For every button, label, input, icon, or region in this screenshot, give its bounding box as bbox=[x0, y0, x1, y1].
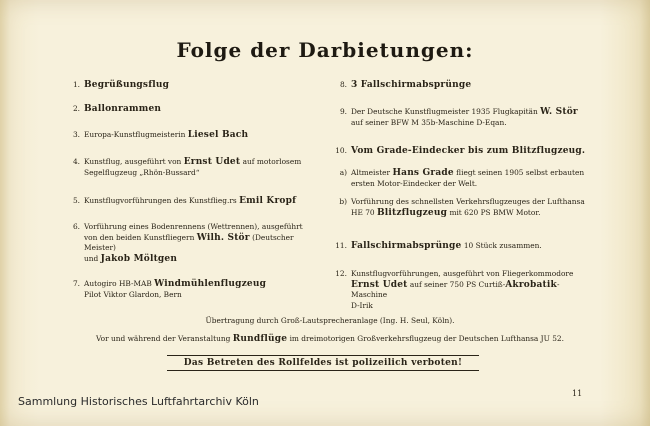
item-text: Pilot Viktor Glardon, Bern bbox=[84, 289, 182, 299]
item-number: 5. bbox=[72, 196, 80, 205]
item-text: fliegt seinen 1905 selbst erbauten bbox=[456, 168, 585, 177]
item-text: HE 70 bbox=[351, 207, 375, 217]
item-number: 1. bbox=[72, 80, 80, 89]
item-text: (Deutscher Meister) bbox=[84, 232, 294, 252]
item-number: 2. bbox=[72, 104, 80, 113]
item-number: 3. bbox=[72, 130, 80, 139]
performer-name: Wilh. Stör bbox=[196, 232, 250, 243]
performer-name: Liesel Bach bbox=[187, 130, 249, 140]
footer-roundflights-note bbox=[60, 334, 600, 344]
item-number: 11. bbox=[335, 241, 347, 250]
item-text: Segelflugzeug „Rhön-Bussard“ bbox=[84, 167, 200, 177]
performer-name: Ernst Udet bbox=[183, 157, 241, 167]
item-text: von den beiden Kunstfliegern bbox=[84, 232, 195, 242]
item-title: Windmühlenflugzeug bbox=[154, 279, 267, 289]
footer-text: im dreimotorigen Großverkehrsflugzeug der Deutschen Lufthansa JU 52. bbox=[289, 334, 564, 343]
item-text: Kunstflugvorführungen, ausgeführt von Fliegerkommodore bbox=[351, 269, 574, 278]
item-text: mit 620 PS BMW Motor. bbox=[449, 207, 541, 217]
item-title: Akrobatik bbox=[505, 279, 557, 290]
item-title: Blitzflugzeug bbox=[376, 207, 448, 218]
item-number: 10. bbox=[335, 146, 347, 155]
item-number: 6. bbox=[72, 222, 80, 231]
item-text: Kunstflug, ausgeführt von bbox=[84, 157, 182, 166]
item-text: -Maschine bbox=[351, 279, 560, 299]
performer-name: Hans Grade bbox=[392, 168, 454, 178]
item-title: Begrüßungsflug bbox=[84, 80, 170, 90]
warning-banner: Das Betreten des Rollfeldes ist polizeilich verboten! bbox=[167, 355, 479, 371]
item-text: 10 Stück zusammen. bbox=[463, 241, 542, 250]
item-text: D-Irik bbox=[351, 300, 373, 310]
performer-name: Ernst Udet bbox=[351, 279, 408, 290]
item-text: Vorführung des schnellsten Verkehrsflugzeuges der Lufthansa bbox=[351, 197, 585, 206]
item-text: Kunstflugvorführungen des Kunstflieg.rs bbox=[84, 196, 237, 205]
archive-watermark: Sammlung Historisches Luftfahrtarchiv Köln bbox=[18, 395, 259, 408]
item-title: Ballonrammen bbox=[84, 104, 162, 114]
page-number: 11 bbox=[572, 389, 583, 398]
item-title: Fallschirmabsprünge bbox=[351, 241, 462, 251]
item-number: 9. bbox=[339, 107, 347, 116]
item-text: Autogiro HB-MAB bbox=[84, 279, 152, 288]
item-title: 3 Fallschirmabsprünge bbox=[351, 80, 472, 90]
item-title: Vom Grade-Eindecker bis zum Blitzflugzeug. bbox=[351, 146, 586, 156]
performer-name: Emil Kropf bbox=[239, 196, 297, 206]
item-text: ersten Motor-Eindecker der Welt. bbox=[351, 178, 478, 188]
item-text: Vorführung eines Bodenrennens (Wettrennen), ausgeführt bbox=[84, 222, 303, 231]
page-title: Folge der Darbietungen: bbox=[176, 38, 474, 62]
item-text: auf seiner BFW M 35b-Maschine D-Eqan. bbox=[351, 117, 507, 127]
item-text: Altmeister bbox=[351, 168, 391, 177]
item-number: 7. bbox=[72, 279, 80, 288]
item-number: 8. bbox=[339, 80, 347, 89]
item-number: 4. bbox=[72, 157, 80, 166]
footer-bold: Rundflüge bbox=[232, 334, 288, 344]
footer-loudspeaker-note: Übertragung durch Groß-Lautsprecheranlage (Ing. H. Seul, Köln). bbox=[205, 316, 455, 325]
item-text: auf motorlosem bbox=[242, 157, 302, 166]
item-text: und bbox=[84, 253, 99, 263]
item-number: 12. bbox=[335, 269, 347, 278]
item-number: b) bbox=[339, 197, 347, 206]
item-text: auf seiner 750 PS Curtiß- bbox=[409, 279, 506, 289]
performer-name: W. Stör bbox=[540, 107, 578, 117]
performer-name: Jakob Möltgen bbox=[100, 253, 178, 264]
item-text: Der Deutsche Kunstflugmeister 1935 Flugkapitän bbox=[351, 107, 538, 116]
item-text: Europa-Kunstflugmeisterin bbox=[84, 130, 186, 139]
item-number: a) bbox=[339, 168, 347, 177]
footer-text: Vor und während der Veranstaltung bbox=[96, 334, 231, 343]
